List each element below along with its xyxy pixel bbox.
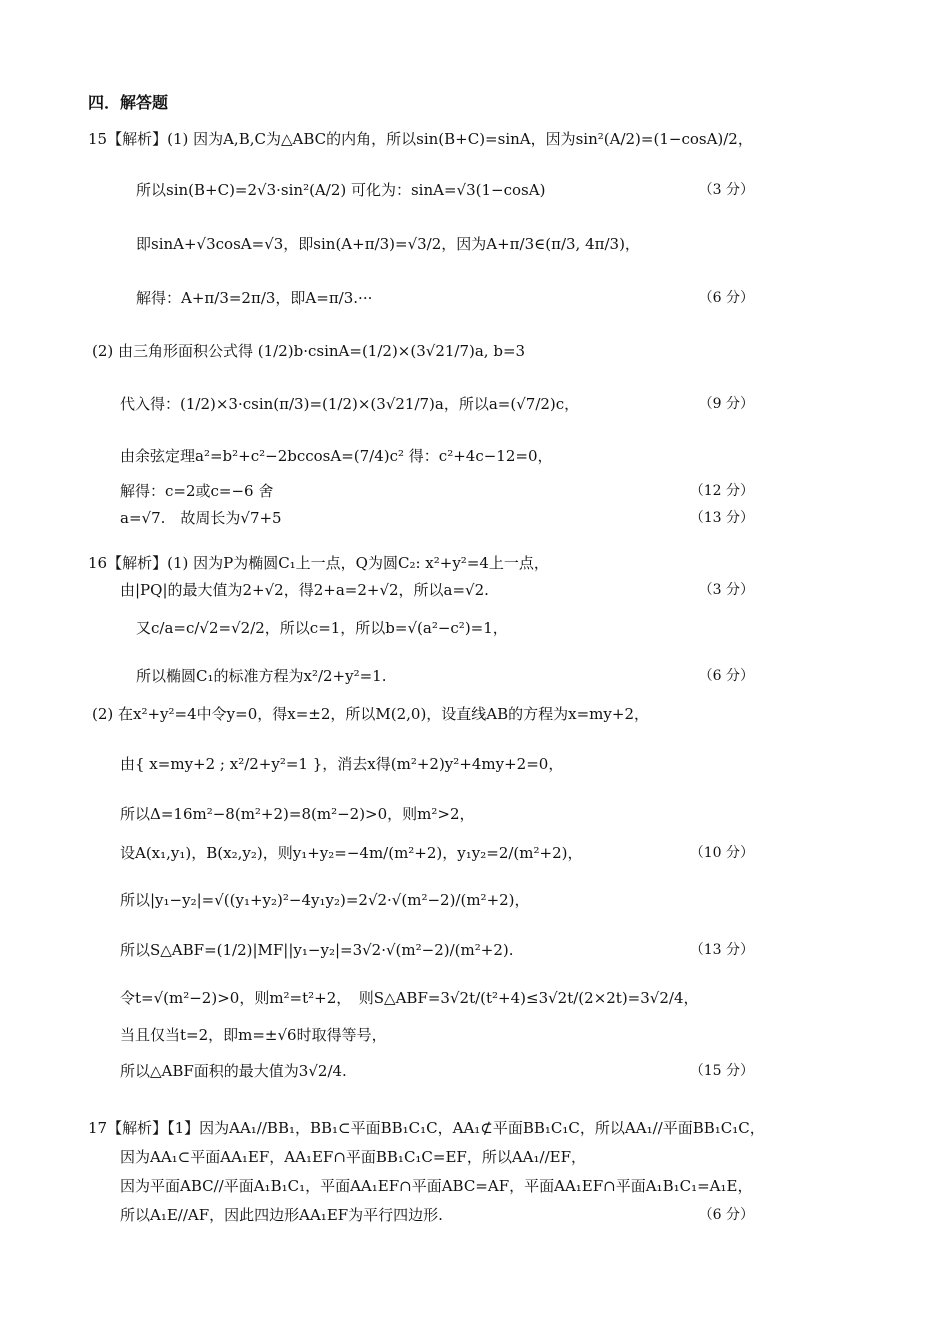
p16-line-7: 所以Δ=16m²−8(m²+2)=8(m²−2)>0，则m²>2， bbox=[120, 805, 475, 823]
p15-line-5: (2) 由三角形面积公式得 (1/2)b·csinA=(1/2)×(3√21/7)a, b=3 bbox=[92, 342, 526, 360]
p15-line-2: 所以sin(B+C)=2√3·sin²(A/2) 可化为：sinA=√3(1−cosA) bbox=[136, 181, 546, 199]
p15-line-8: 解得：c=2或c=−6 舍 bbox=[120, 482, 274, 500]
score-label: （6 分） bbox=[698, 1207, 754, 1223]
p16-line-8: 设A(x₁,y₁)，B(x₂,y₂)，则y₁+y₂=−4m/(m²+2)，y₁y₂=2/(m²+2)， bbox=[120, 844, 583, 862]
score-label: （10 分） bbox=[689, 845, 754, 861]
score-label: （3 分） bbox=[698, 182, 754, 198]
score-label: （15 分） bbox=[689, 1063, 754, 1079]
p16-line-4: 所以椭圆C₁的标准方程为x²/2+y²=1. bbox=[136, 667, 387, 685]
p16-line-12: 当且仅当t=2，即m=±√6时取得等号， bbox=[120, 1026, 387, 1044]
p15-line-4: 解得：A+π/3=2π/3，即A=π/3.··· bbox=[136, 289, 373, 307]
p15-line-3: 即sinA+√3cosA=√3，即sin(A+π/3)=√3/2，因为A+π/3∈(π/3, 4π/3)， bbox=[136, 235, 640, 253]
p16-line-1: 16【解析】(1) 因为P为椭圆C₁上一点，Q为圆C₂: x²+y²=4上一点， bbox=[88, 554, 549, 572]
score-label: （13 分） bbox=[689, 510, 754, 526]
p17-line-3: 因为平面ABC//平面A₁B₁C₁，平面AA₁EF∩平面ABC=AF，平面AA₁EF∩平面A₁B₁C₁=A₁E， bbox=[120, 1177, 753, 1195]
p15-line-9: a=√7. 故周长为√7+5 bbox=[120, 509, 282, 527]
p16-line-6: 由{ x=my+2 ; x²/2+y²=1 }，消去x得(m²+2)y²+4my+2=0， bbox=[120, 755, 564, 773]
score-label: （9 分） bbox=[698, 396, 754, 412]
p16-line-11: 令t=√(m²−2)>0，则m²=t²+2， 则S△ABF=3√2t/(t²+4)≤3√2t/(2×2t)=3√2/4， bbox=[120, 989, 699, 1007]
p16-line-10: 所以S△ABF=(1/2)|MF||y₁−y₂|=3√2·√(m²−2)/(m²+2). bbox=[120, 941, 514, 959]
p15-line-7: 由余弦定理a²=b²+c²−2bccosA=(7/4)c² 得：c²+4c−12=0， bbox=[120, 447, 553, 465]
section-title: 四．解答题 bbox=[88, 93, 169, 112]
score-label: （12 分） bbox=[689, 483, 754, 499]
score-label: （6 分） bbox=[698, 290, 754, 306]
p16-line-9: 所以|y₁−y₂|=√((y₁+y₂)²−4y₁y₂)=2√2·√(m²−2)/(m²+2)， bbox=[120, 891, 530, 909]
p16-line-2: 由|PQ|的最大值为2+√2，得2+a=2+√2，所以a=√2. bbox=[120, 581, 489, 599]
p16-line-3: 又c/a=c/√2=√2/2，所以c=1，所以b=√(a²−c²)=1， bbox=[136, 619, 508, 637]
p17-line-4: 所以A₁E//AF，因此四边形AA₁EF为平行四边形. bbox=[120, 1206, 443, 1224]
p16-line-13: 所以△ABF面积的最大值为3√2/4. bbox=[120, 1062, 347, 1080]
score-label: （13 分） bbox=[689, 942, 754, 958]
p15-line-6: 代入得：(1/2)×3·csin(π/3)=(1/2)×(3√21/7)a，所以a=(√7/2)c， bbox=[120, 395, 580, 413]
score-label: （6 分） bbox=[698, 668, 754, 684]
p17-line-1: 17【解析】【1】因为AA₁//BB₁，BB₁⊂平面BB₁C₁C，AA₁⊄平面BB₁C₁C，所以AA₁//平面BB₁C₁C， bbox=[88, 1119, 765, 1137]
p15-line-1: 15【解析】(1) 因为A,B,C为△ABC的内角，所以sin(B+C)=sinA，因为sin²(A/2)=(1−cosA)/2， bbox=[88, 130, 753, 148]
p17-line-2: 因为AA₁⊂平面AA₁EF，AA₁EF∩平面BB₁C₁C=EF，所以AA₁//EF， bbox=[120, 1148, 586, 1166]
p16-line-5: (2) 在x²+y²=4中令y=0，得x=±2，所以M(2,0)，设直线AB的方程为x=my+2， bbox=[92, 705, 649, 723]
score-label: （3 分） bbox=[698, 582, 754, 598]
